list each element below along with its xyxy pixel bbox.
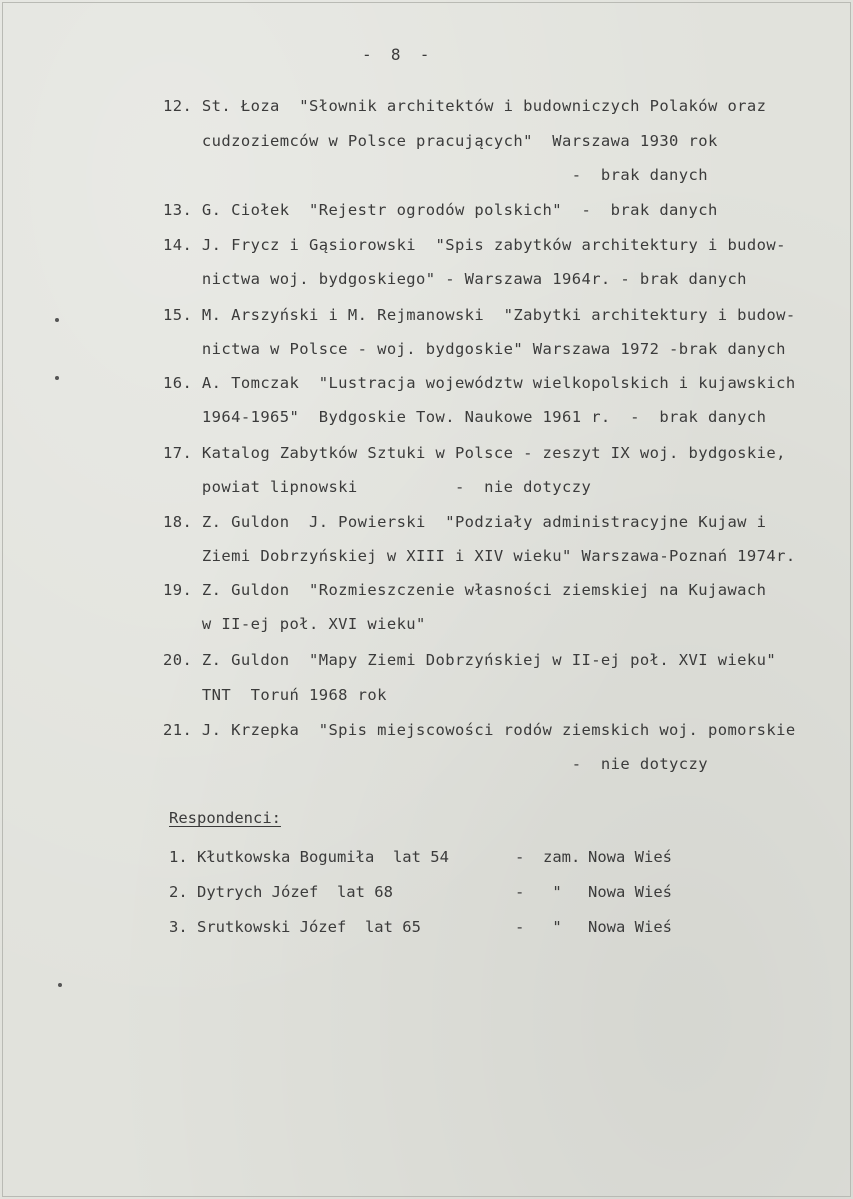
respondent-2-mark: - " <box>515 883 562 901</box>
reference-15-line-2: nictwa w Polsce - woj. bydgoskie" Warszawa 1972 -brak danych <box>163 340 786 358</box>
reference-13-line-1: 13. G. Ciołek "Rejestr ogrodów polskich" - brak danych <box>163 201 718 219</box>
respondent-1-name: 1. Kłutkowska Bogumiła lat 54 <box>169 848 449 866</box>
margin-dot <box>58 983 62 987</box>
respondent-2-place: Nowa Wieś <box>588 883 672 901</box>
reference-21-line-1: 21. J. Krzepka "Spis miejscowości rodów ziemskich woj. pomorskie <box>163 721 796 739</box>
reference-12-line-3: - brak danych <box>163 166 708 184</box>
reference-16-line-2: 1964-1965" Bydgoskie Tow. Naukowe 1961 r. - brak danych <box>163 408 767 426</box>
reference-12-line-2: cudzoziemców w Polsce pracujących" Warszawa 1930 rok <box>163 132 718 150</box>
reference-14-line-2: nictwa woj. bydgoskiego" - Warszawa 1964r. - brak danych <box>163 270 747 288</box>
reference-19-line-1: 19. Z. Guldon "Rozmieszczenie własności ziemskiej na Kujawach <box>163 581 767 599</box>
reference-18-line-2: Ziemi Dobrzyńskiej w XIII i XIV wieku" Warszawa-Poznań 1974r. <box>163 547 796 565</box>
reference-20-line-1: 20. Z. Guldon "Mapy Ziemi Dobrzyńskiej w II-ej poł. XVI wieku" <box>163 651 777 669</box>
reference-16-line-1: 16. A. Tomczak "Lustracja województw wielkopolskich i kujawskich <box>163 374 796 392</box>
reference-12-line-1: 12. St. Łoza "Słownik architektów i budowniczych Polaków oraz <box>163 97 767 115</box>
reference-17-line-2: powiat lipnowski - nie dotyczy <box>163 478 592 496</box>
page-number: - 8 - <box>362 45 430 64</box>
reference-14-line-1: 14. J. Frycz i Gąsiorowski "Spis zabytków architektury i budow- <box>163 236 786 254</box>
respondent-1-mark: - zam. <box>515 848 581 866</box>
margin-dot <box>55 318 59 322</box>
reference-17-line-1: 17. Katalog Zabytków Sztuki w Polsce - zeszyt IX woj. bydgoskie, <box>163 444 786 462</box>
reference-18-line-1: 18. Z. Guldon J. Powierski "Podziały administracyjne Kujaw i <box>163 513 767 531</box>
reference-20-line-2: TNT Toruń 1968 rok <box>163 686 387 704</box>
reference-15-line-1: 15. M. Arszyński i M. Rejmanowski "Zabytki architektury i budow- <box>163 306 796 324</box>
reference-19-line-2: w II-ej poł. XVI wieku" <box>163 615 426 633</box>
respondent-1-place: Nowa Wieś <box>588 848 672 866</box>
respondent-3-place: Nowa Wieś <box>588 918 672 936</box>
respondent-2-name: 2. Dytrych Józef lat 68 <box>169 883 393 901</box>
respondent-3-name: 3. Srutkowski Józef lat 65 <box>169 918 421 936</box>
margin-dot <box>55 376 59 380</box>
respondents-heading: Respondenci: <box>169 809 281 827</box>
reference-21-line-2: - nie dotyczy <box>163 755 708 773</box>
respondent-3-mark: - " <box>515 918 562 936</box>
